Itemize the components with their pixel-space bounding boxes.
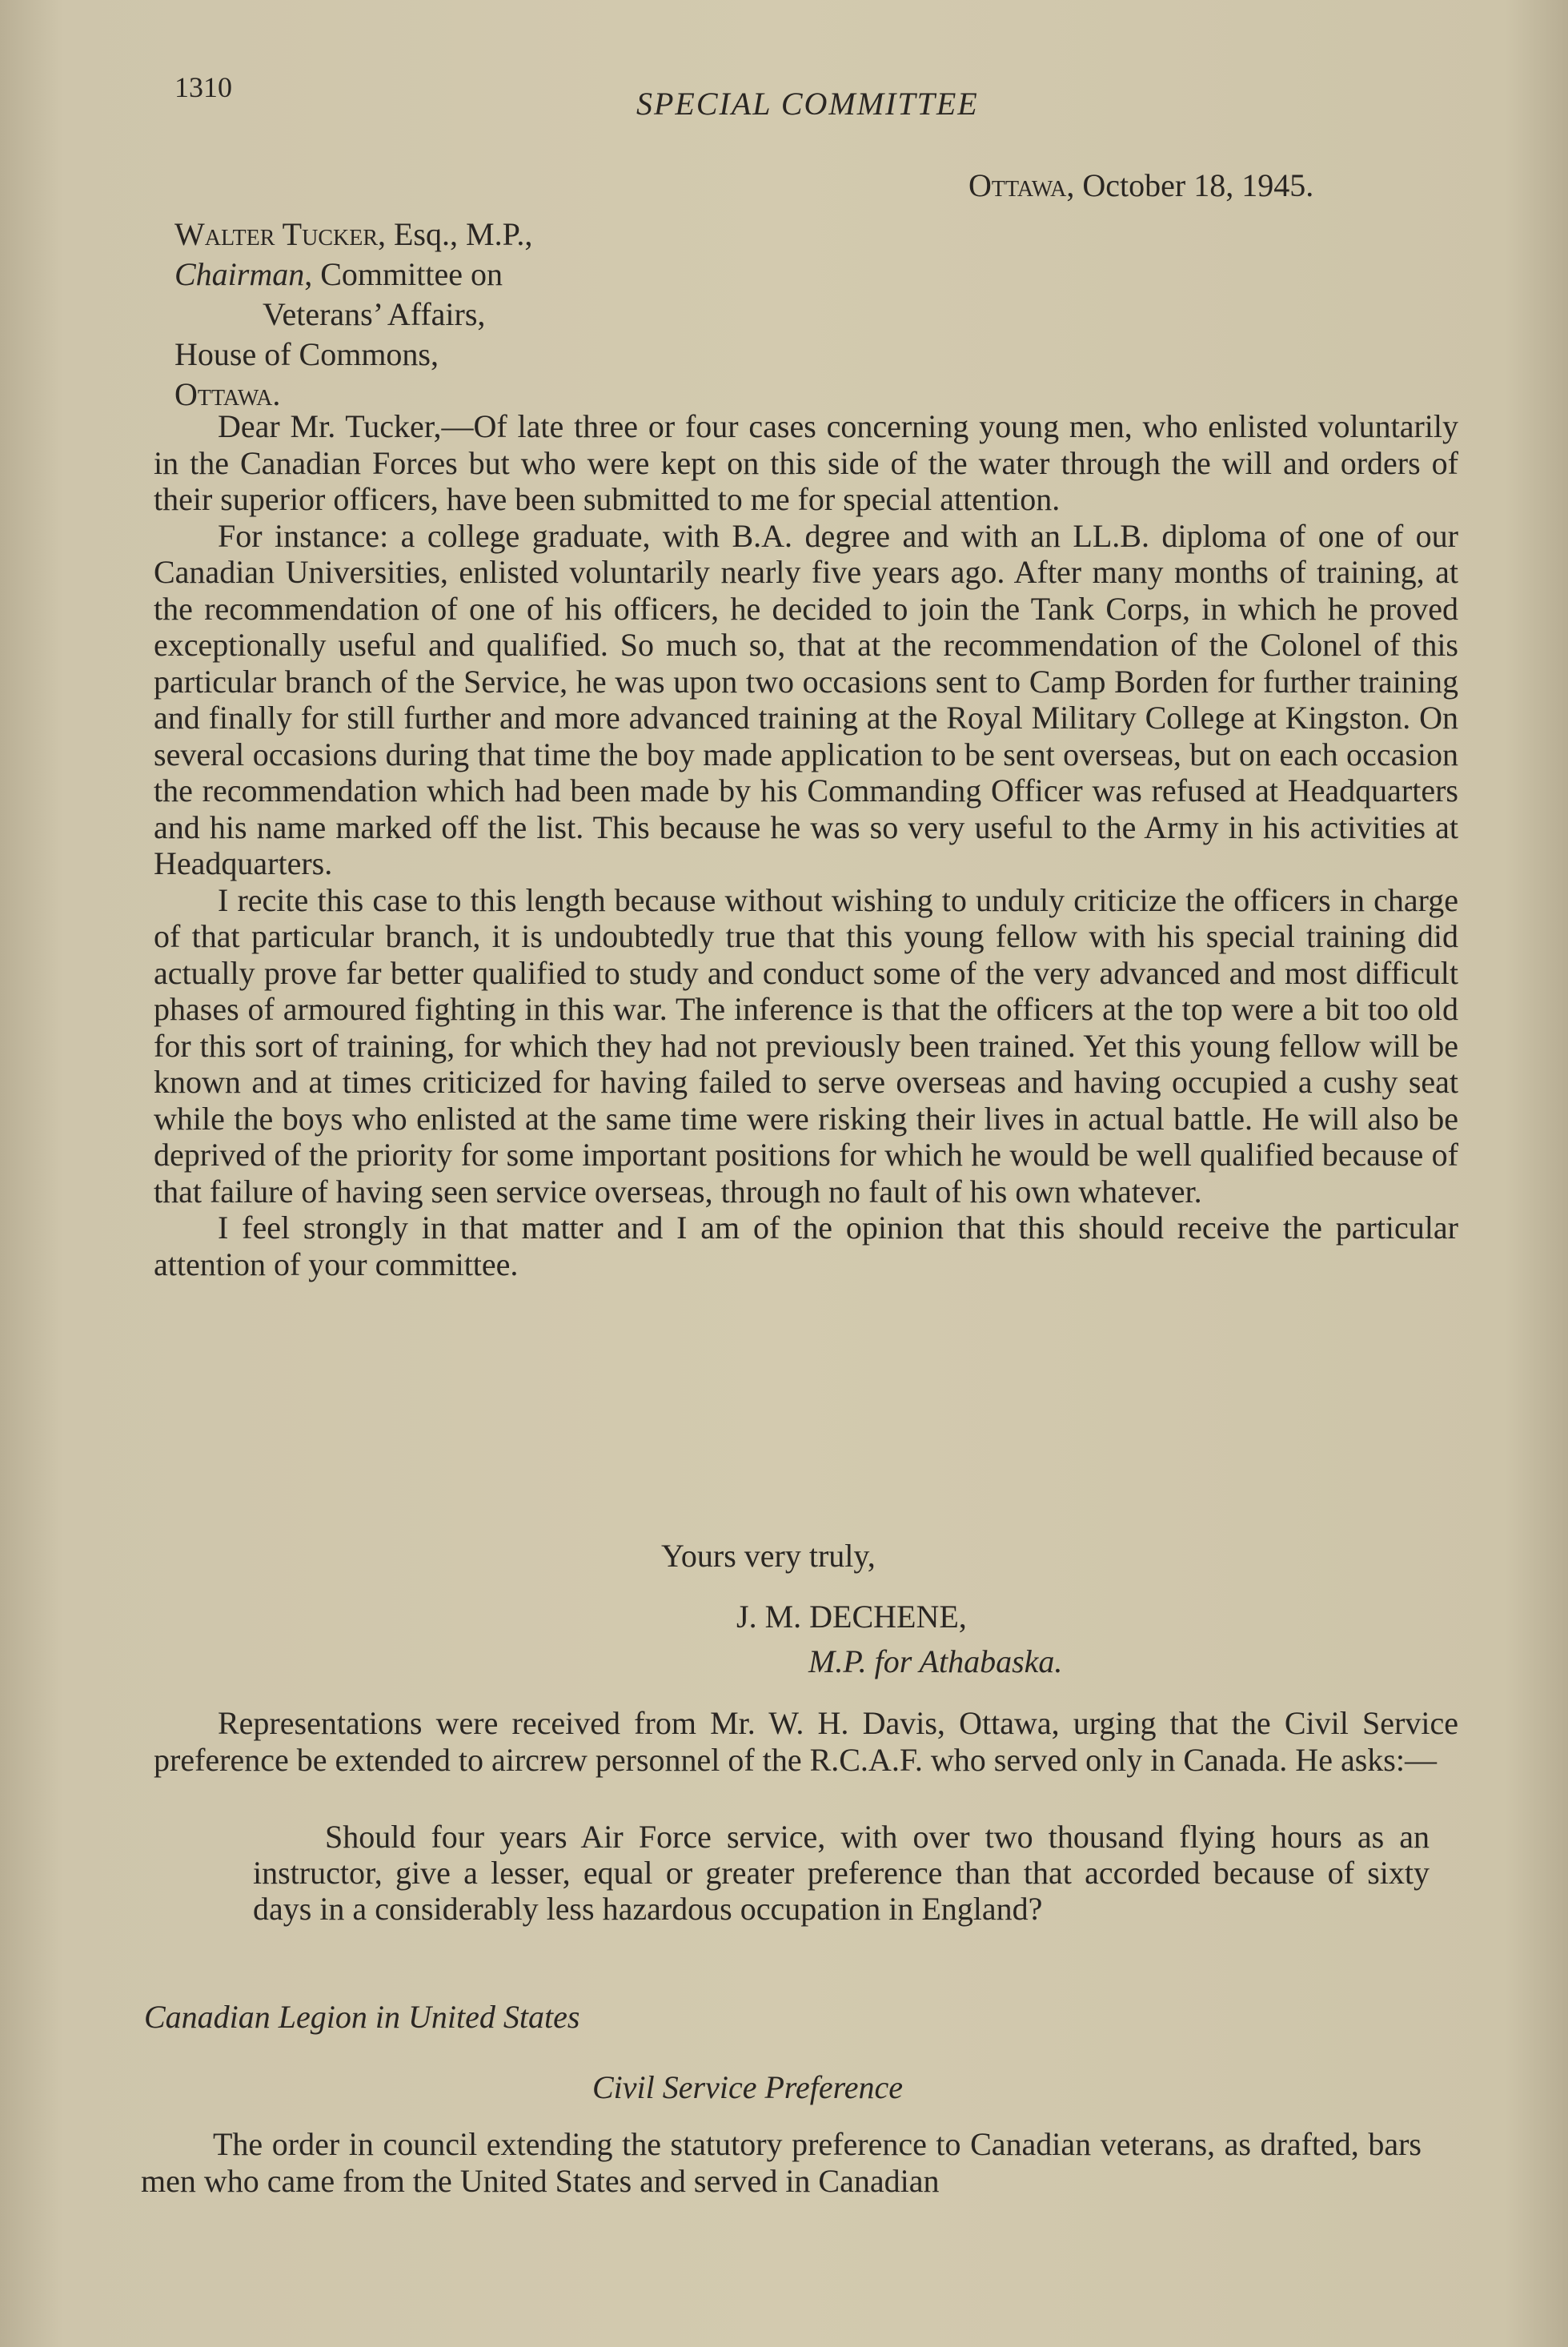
letter-paragraph: For instance: a college graduate, with B.A. degree and with an LL.B. diploma of one of our Canadian Universities, enlisted voluntarily nearly five years ago. After many months of training, at the recommendation of one of his officers, he decided to join the Tank Corps, in which he proved exceptionally useful and qualified. So much so, that at the recommendation of the Colonel of this particular branch of the Service, he was upon two occasions sent to Camp Borden for further training and finally for still further and more advanced training at the Royal Military College at Kingston. On several occasions during that time the boy made application to be sent overseas, but on each occasion the recommendation which had been made by his Commanding Officer was refused at Headquarters and his name marked off the list. This because he was so very useful to the Army in his activities at Headquarters. [154,517,1458,881]
addressee-role: Chairman [174,256,305,292]
section-subheading: Civil Service Preference [592,2069,903,2105]
letter-signer-title: M.P. for Athabaska. [808,1643,1063,1679]
addressee-role-line [174,255,532,295]
addressee-honorific: , Esq., M.P., [378,216,533,252]
section-paragraph: The order in council extending the statutory preference to Canadian veterans, as drafted, bars men who came from the United States and served in Canadian [141,2126,1422,2199]
addressee-org: House of Commons, [174,336,439,372]
letter-paragraph: Dear Mr. Tucker,—Of late three or four cases concerning young men, who enlisted voluntarily in the Canadian Forces but who were kept on this side of the water through the will and orders of their superior officers, have been submitted to me for special attention. [154,408,1458,517]
letter-date: , October 18, 1945. [1066,167,1314,203]
addressee-name: Walter Tucker [174,216,378,252]
letter-body [154,408,1458,1282]
addressee-role-line-2: Veterans’ Affairs, [263,296,486,332]
addressee-city: Ottawa. [174,376,281,412]
addressee-name-line [174,215,532,255]
letter-signer: J. M. DECHENE, [736,1599,967,1635]
letter-paragraph: I recite this case to this length because without wishing to unduly criticize the officers in charge of that particular branch, it is undoubtedly true that this young fellow with his special training did actually prove far better qualified to study and conduct some of the very advanced and most difficult phases of armoured fighting in this war. The inference is that the officers at the top were a bit too old for this sort of training, for which they had not previously been trained. Yet this young fellow will be known and at times criticized for having failed to serve overseas and having occupied a cushy seat while the boys who enlisted at the same time were risking their lives in actual battle. He will also be deprived of the priority for some important positions for which he would be well qualified because of that failure of having seen service overseas, through no fault of his own whatever. [154,881,1458,1210]
addressee-committee: , Committee on [304,256,503,292]
letter-address-block [174,215,532,415]
representations-quote [253,1819,1430,1927]
letter-paragraph: I feel strongly in that matter and I am of the opinion that this should receive the particular attention of your committee. [154,1210,1458,1282]
letter-dateline [968,166,1313,204]
representations-paragraph [154,1705,1458,1779]
page-number: 1310 [174,71,232,103]
section-heading: Canadian Legion in United States [144,1999,580,2035]
running-head: SPECIAL COMMITTEE [636,86,979,122]
section-body [141,2126,1422,2200]
letter-place: Ottawa [968,167,1067,203]
letter-closing: Yours very truly, [661,1538,876,1574]
representations-text: Representations were received from Mr. W. H. Davis, Ottawa, urging that the Civil Service preference be extended to aircrew personnel of the R.C.A.F. who served only in Canada. He asks:— [154,1705,1458,1778]
quote-text: Should four years Air Force service, with over two thousand flying hours as an instructor, give a lesser, equal or greater preference than that accorded because of sixty days in a considerably less hazardous occupation in England? [253,1819,1430,1927]
